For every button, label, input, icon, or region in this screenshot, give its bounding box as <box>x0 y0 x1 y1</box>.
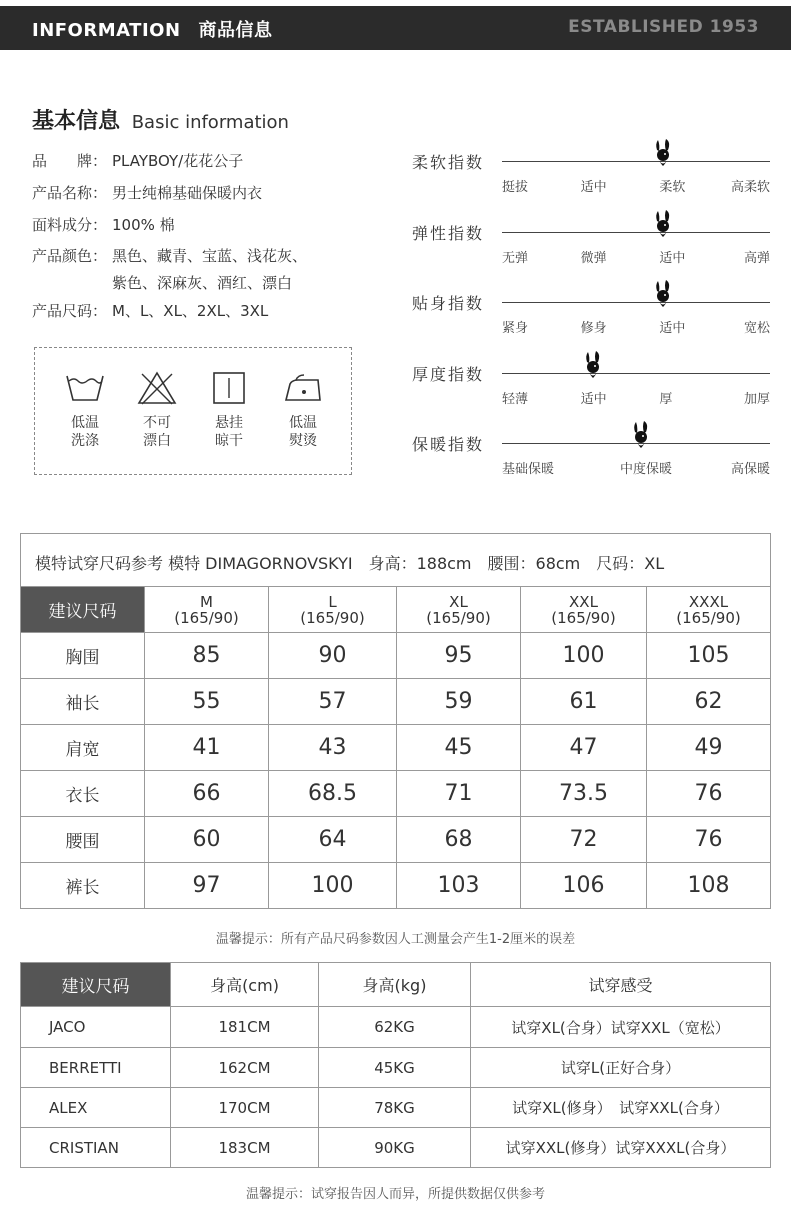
size-row-label: 肩宽 <box>21 725 145 771</box>
index-tick-label: 柔软 <box>659 180 686 195</box>
size-col-header <box>269 587 397 633</box>
hang-dry-icon <box>208 370 250 406</box>
index-row <box>412 221 782 281</box>
size-cell: 57 <box>269 679 397 725</box>
size-cell: 106 <box>521 863 647 909</box>
size-cell: 47 <box>521 725 647 771</box>
size-col-header <box>647 587 771 633</box>
care-line2: 洗涤 <box>71 433 99 449</box>
info-label: 面料成分： <box>32 216 108 234</box>
try-cell-feel: 试穿XL(修身） 试穿XXL(合身） <box>471 1088 771 1128</box>
iron-low-temp-icon <box>282 370 324 406</box>
care-line1: 不可 <box>143 415 171 431</box>
size-cell: 95 <box>397 633 521 679</box>
info-label: 产品尺码： <box>32 302 108 320</box>
index-tick-label: 轻薄 <box>502 392 529 407</box>
index-row <box>412 362 782 422</box>
size-cell: 59 <box>397 679 521 725</box>
care-item-iron <box>273 370 333 450</box>
index-tick-label: 基础保暖 <box>502 462 555 477</box>
size-row-label: 衣长 <box>21 771 145 817</box>
size-col-name: XL <box>449 592 468 611</box>
try-cell-name: BERRETTI <box>21 1048 171 1088</box>
info-label: 产品名称： <box>32 184 108 202</box>
try-cell-feel: 试穿L(正好合身） <box>471 1048 771 1088</box>
index-row <box>412 291 782 351</box>
model-info-box <box>20 533 771 586</box>
try-cell-feel: 试穿XXL(修身）试穿XXXL(合身） <box>471 1128 771 1168</box>
size-col-spec: (165/90) <box>426 608 491 627</box>
size-cell: 90 <box>269 633 397 679</box>
index-label: 柔软指数 <box>412 153 485 172</box>
size-cell: 64 <box>269 817 397 863</box>
try-cell-weight: 78KG <box>319 1088 471 1128</box>
basic-title-cn: 基本信息 <box>32 109 121 134</box>
try-header-weight: 身高(kg) <box>319 963 471 1007</box>
no-bleach-icon <box>136 370 178 406</box>
index-row <box>412 150 782 210</box>
index-tick-label: 高弹 <box>743 251 770 266</box>
size-cell: 85 <box>145 633 269 679</box>
try-header-height: 身高(cm) <box>171 963 319 1007</box>
try-table-row <box>21 1128 771 1168</box>
index-tick-label: 微弹 <box>580 251 607 266</box>
established-label: ESTABLISHED 1953 <box>568 17 759 37</box>
try-cell-name: JACO <box>21 1007 171 1048</box>
index-tick-label: 修身 <box>580 321 607 336</box>
index-tick-label: 紧身 <box>502 321 529 336</box>
size-row-label: 腰围 <box>21 817 145 863</box>
size-cell: 68 <box>397 817 521 863</box>
size-cell: 100 <box>521 633 647 679</box>
size-col-name: XXXL <box>688 592 729 611</box>
index-label: 厚度指数 <box>412 365 485 384</box>
info-row-colors <box>32 245 307 293</box>
size-cell: 62 <box>647 679 771 725</box>
index-scale-line <box>502 232 770 233</box>
try-header-feel: 试穿感受 <box>471 963 771 1007</box>
care-line2: 熨烫 <box>289 433 317 449</box>
info-value: 男士纯棉基础保暖内衣 <box>112 184 263 202</box>
size-col-name: XXL <box>569 592 598 611</box>
info-value: PLAYBOY/花花公子 <box>112 152 244 170</box>
try-table-row <box>21 1007 771 1048</box>
index-tick-label: 厚 <box>659 392 673 407</box>
info-label: 品 牌： <box>32 152 108 170</box>
info-value-line2: 紫色、深麻灰、酒红、漂白 <box>112 274 293 292</box>
try-on-note: 温馨提示：试穿报告因人而异，所提供数据仅供参考 <box>245 1187 545 1202</box>
size-cell: 108 <box>647 863 771 909</box>
size-col-spec: (165/90) <box>551 608 616 627</box>
size-table-header <box>21 587 771 633</box>
size-cell: 61 <box>521 679 647 725</box>
info-row-fabric <box>32 214 175 235</box>
bunny-marker-icon <box>630 420 652 450</box>
size-cell: 66 <box>145 771 269 817</box>
care-instructions-box <box>34 347 352 475</box>
size-cell: 71 <box>397 771 521 817</box>
size-table-row <box>21 771 771 817</box>
index-tick-label: 无弹 <box>502 251 529 266</box>
header-title-cn: 商品信息 <box>198 20 273 41</box>
index-tick-label: 高保暖 <box>730 462 770 477</box>
try-cell-feel: 试穿XL(合身）试穿XXL（宽松） <box>471 1007 771 1048</box>
try-table-header <box>21 963 771 1007</box>
size-cell: 55 <box>145 679 269 725</box>
wash-low-temp-icon <box>64 370 106 406</box>
size-table-corner: 建议尺码 <box>21 587 145 633</box>
size-cell: 105 <box>647 633 771 679</box>
info-row-brand <box>32 150 243 171</box>
index-row <box>412 432 782 492</box>
index-tick-label: 适中 <box>580 392 607 407</box>
size-col-header <box>397 587 521 633</box>
size-table-row <box>21 679 771 725</box>
try-cell-weight: 45KG <box>319 1048 471 1088</box>
index-scale-line <box>502 302 770 303</box>
header-title-en: INFORMATION <box>32 20 181 41</box>
size-cell: 60 <box>145 817 269 863</box>
size-col-spec: (165/90) <box>300 608 365 627</box>
bunny-marker-icon <box>582 350 604 380</box>
size-cell: 103 <box>397 863 521 909</box>
try-header-size: 建议尺码 <box>21 963 171 1007</box>
try-cell-name: ALEX <box>21 1088 171 1128</box>
size-cell: 43 <box>269 725 397 771</box>
index-tick-label: 适中 <box>659 251 686 266</box>
try-table-row <box>21 1088 771 1128</box>
index-scale-line <box>502 161 770 162</box>
size-col-spec: (165/90) <box>676 608 741 627</box>
care-line1: 悬挂 <box>215 415 243 431</box>
size-table <box>20 586 771 909</box>
header-title <box>32 16 273 42</box>
index-label: 弹性指数 <box>412 224 485 243</box>
size-table-row <box>21 817 771 863</box>
care-line1: 低温 <box>289 415 317 431</box>
care-line1: 低温 <box>71 415 99 431</box>
index-tick-label: 适中 <box>580 180 607 195</box>
basic-info-title <box>32 104 289 135</box>
index-tick-label: 加厚 <box>743 392 770 407</box>
size-col-header <box>145 587 269 633</box>
info-row-sizes <box>32 300 268 321</box>
size-cell: 100 <box>269 863 397 909</box>
info-label: 产品颜色： <box>32 247 108 265</box>
size-col-header <box>521 587 647 633</box>
size-row-label: 袖长 <box>21 679 145 725</box>
info-value-line1: 黑色、藏青、宝蓝、浅花灰、 <box>112 247 308 265</box>
index-label: 贴身指数 <box>412 294 485 313</box>
index-scale-line <box>502 373 770 374</box>
size-table-row <box>21 633 771 679</box>
info-value: 100% 棉 <box>112 216 175 234</box>
info-value <box>112 245 307 293</box>
care-item-bleach <box>127 370 187 450</box>
try-on-table <box>20 962 771 1168</box>
care-item-wash <box>55 370 115 450</box>
size-cell: 68.5 <box>269 771 397 817</box>
size-cell: 72 <box>521 817 647 863</box>
index-tick-label: 适中 <box>659 321 686 336</box>
size-cell: 97 <box>145 863 269 909</box>
size-col-spec: (165/90) <box>174 608 239 627</box>
size-row-label: 胸围 <box>21 633 145 679</box>
info-row-product-name <box>32 182 262 203</box>
size-cell: 41 <box>145 725 269 771</box>
size-col-name: M <box>200 592 213 611</box>
index-tick-label: 挺拔 <box>502 180 529 195</box>
index-label: 保暖指数 <box>412 435 485 454</box>
index-tick-label: 宽松 <box>743 321 770 336</box>
measurement-note: 温馨提示：所有产品尺码参数因人工测量会产生1-2厘米的误差 <box>215 932 576 947</box>
try-cell-weight: 90KG <box>319 1128 471 1168</box>
try-table-row <box>21 1048 771 1088</box>
try-cell-weight: 62KG <box>319 1007 471 1048</box>
size-table-row <box>21 863 771 909</box>
size-cell: 76 <box>647 771 771 817</box>
size-cell: 73.5 <box>521 771 647 817</box>
care-item-hang <box>199 370 259 450</box>
try-cell-height: 183CM <box>171 1128 319 1168</box>
try-cell-height: 170CM <box>171 1088 319 1128</box>
size-col-name: L <box>328 592 337 611</box>
size-cell: 45 <box>397 725 521 771</box>
size-cell: 49 <box>647 725 771 771</box>
bunny-marker-icon <box>652 209 674 239</box>
index-tick-label: 中度保暖 <box>620 462 673 477</box>
info-value: M、L、XL、2XL、3XL <box>112 302 269 320</box>
model-info-text: 模特试穿尺码参考 模特 DIMAGORNOVSKYI 身高：188cm 腰围：68cm 尺码：XL <box>35 554 665 573</box>
bunny-marker-icon <box>652 138 674 168</box>
size-row-label: 裤长 <box>21 863 145 909</box>
index-tick-label: 高柔软 <box>730 180 770 195</box>
size-table-row <box>21 725 771 771</box>
size-cell: 76 <box>647 817 771 863</box>
try-cell-height: 181CM <box>171 1007 319 1048</box>
care-line2: 漂白 <box>143 433 171 449</box>
bunny-marker-icon <box>652 279 674 309</box>
care-line2: 晾干 <box>215 433 243 449</box>
try-cell-name: CRISTIAN <box>21 1128 171 1168</box>
try-cell-height: 162CM <box>171 1048 319 1088</box>
basic-title-en: Basic information <box>131 112 289 133</box>
info-header <box>0 6 791 50</box>
